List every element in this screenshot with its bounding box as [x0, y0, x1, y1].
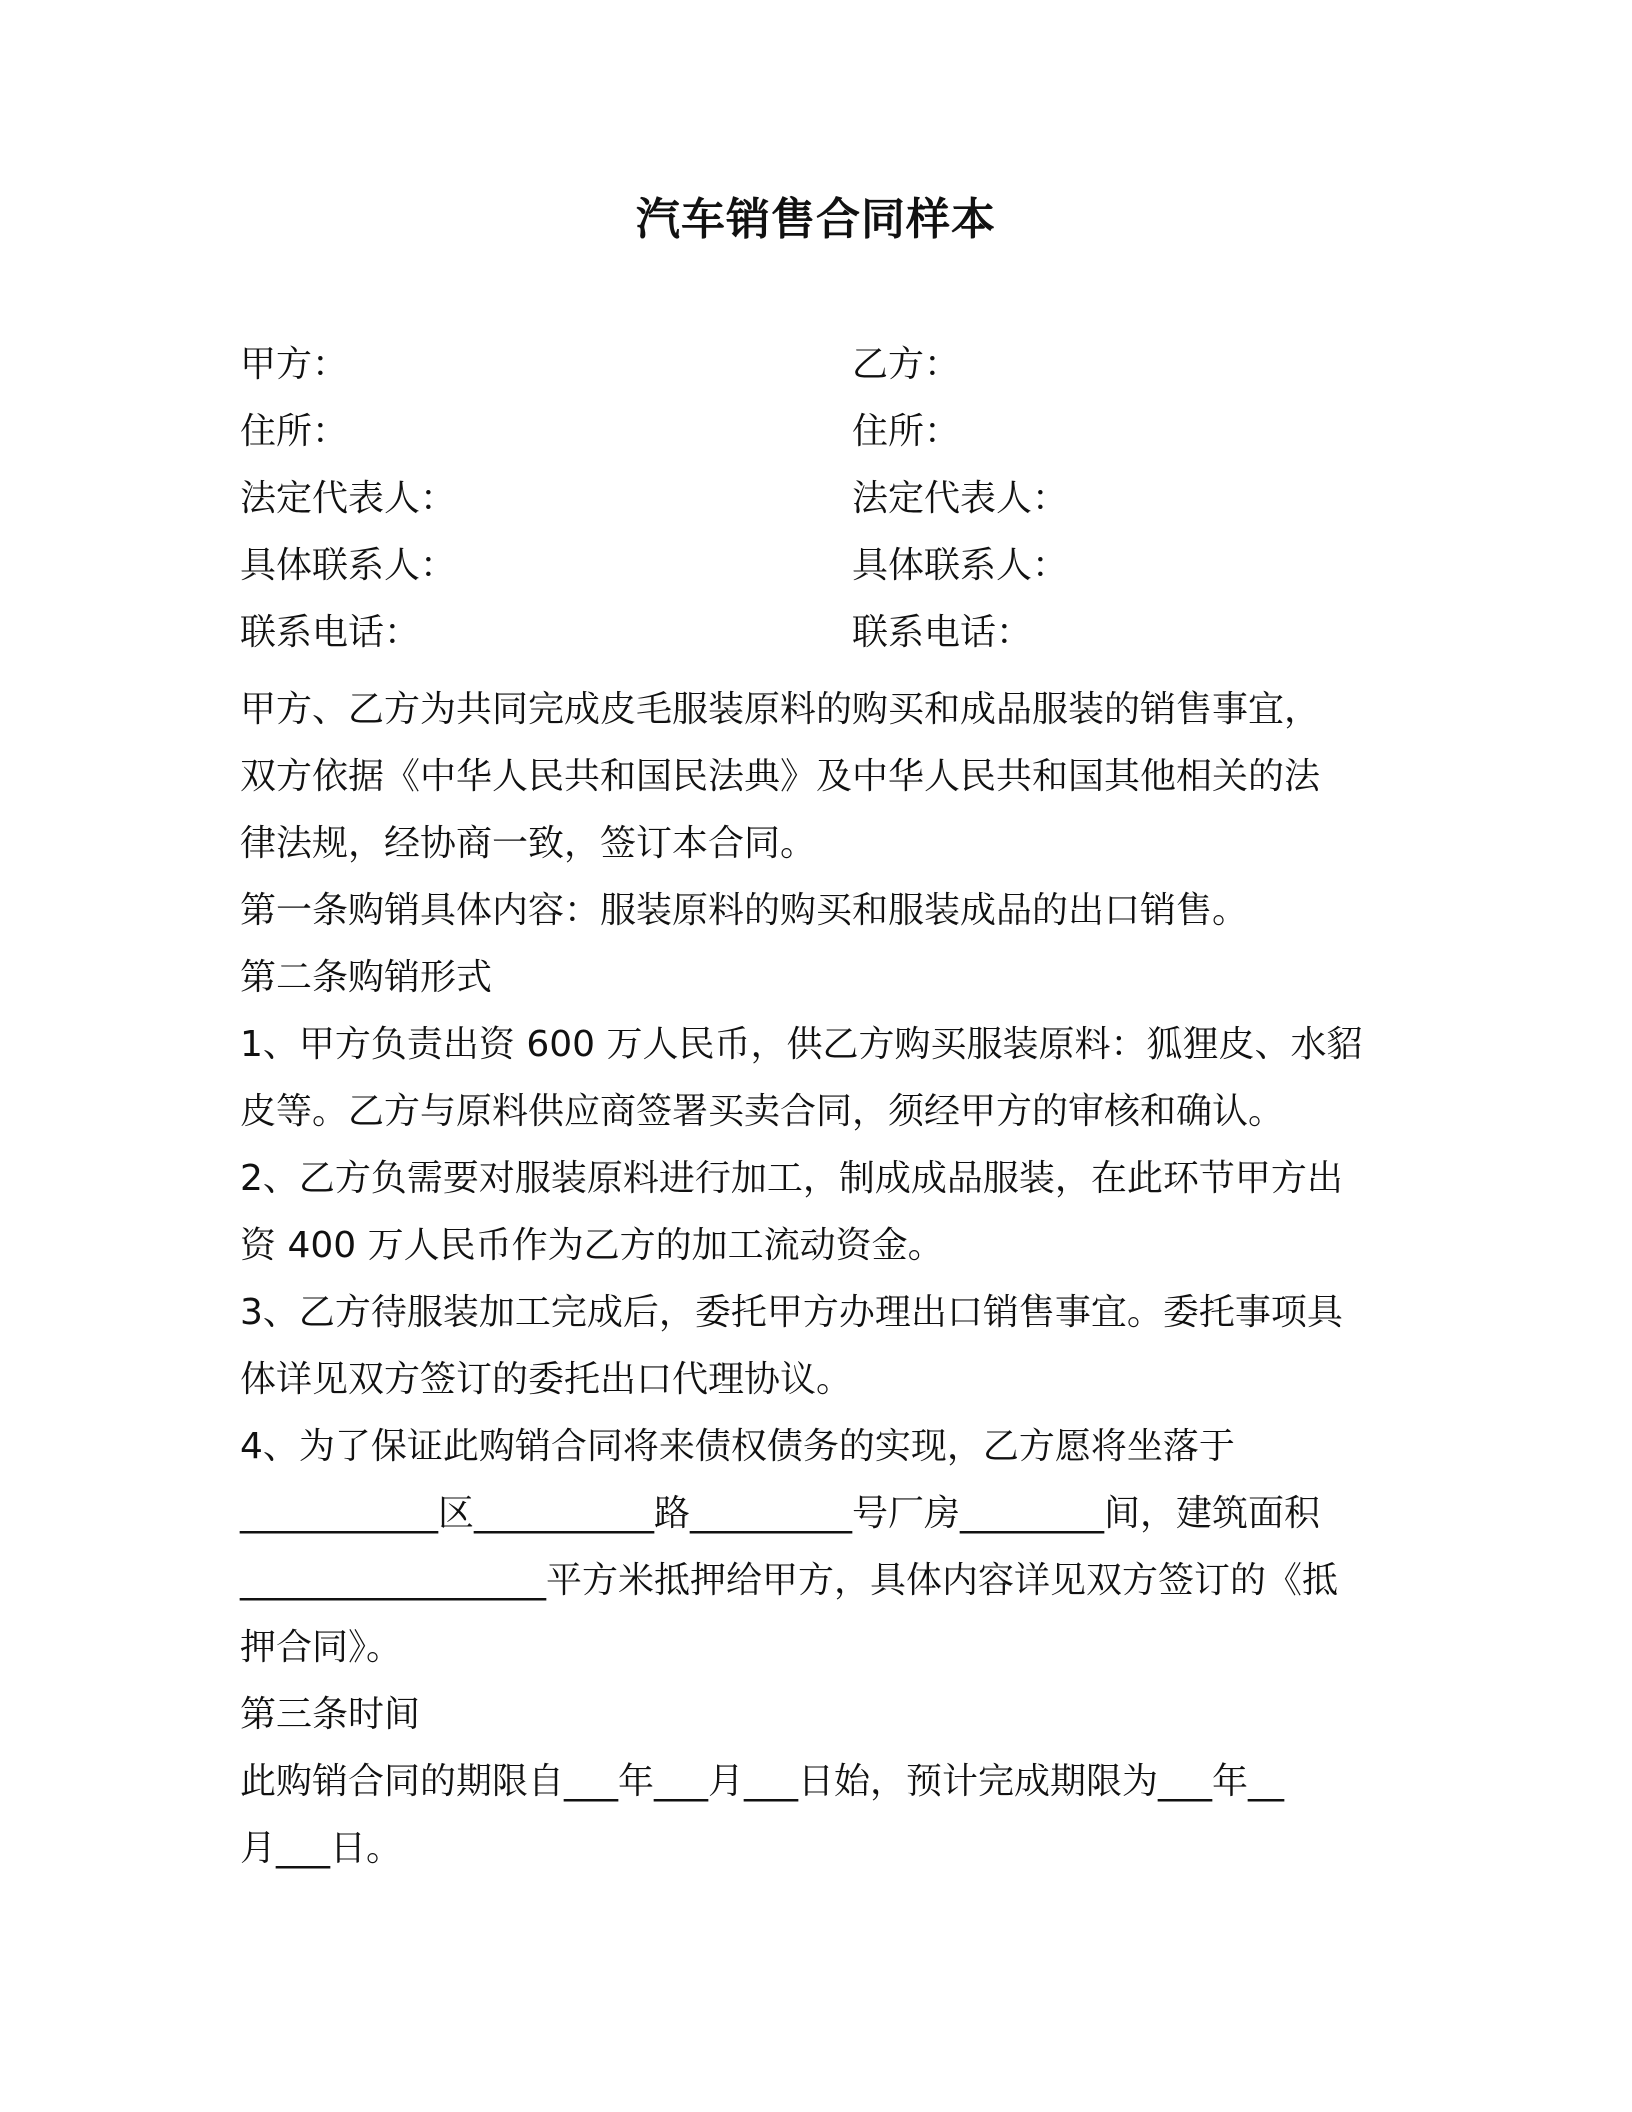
party-row-legal-rep	[240, 474, 1400, 541]
party-info-block	[240, 340, 1400, 675]
contract-body	[240, 676, 1410, 1882]
fill-in-line: _________________平方米抵押给甲方，具体内容详见双方签订的《抵	[240, 1560, 1339, 1601]
document-title: 汽车销售合同样本	[636, 194, 996, 245]
body-line: 律法规，经协商一致，签订本合同。	[240, 823, 817, 864]
body-line: 2、乙方负需要对服装原料进行加工，制成成品服装，在此环节甲方出	[240, 1158, 1343, 1199]
body-line: 1、甲方负责出资 600 万人民币，供乙方购买服装原料：狐狸皮、水貂	[240, 1024, 1363, 1065]
party-a-phone-label: 联系电话：	[240, 612, 421, 653]
body-line: 资 400 万人民币作为乙方的加工流动资金。	[240, 1225, 944, 1266]
party-a-address-label: 住所：	[240, 411, 349, 452]
fill-in-line: 月___日。	[240, 1828, 403, 1869]
party-a-contact-label: 具体联系人：	[240, 545, 457, 586]
body-line: 押合同》。	[240, 1627, 403, 1668]
party-row-phone	[240, 608, 1400, 675]
article-2-heading: 第二条购销形式	[240, 957, 493, 998]
party-b-address-label: 住所：	[852, 411, 961, 452]
fill-in-line: 此购销合同的期限自___年___月___日始，预计完成期限为___年__	[240, 1761, 1285, 1802]
party-b-label: 乙方：	[852, 344, 961, 385]
body-line: 甲方、乙方为共同完成皮毛服装原料的购买和成品服装的销售事宜，	[240, 689, 1321, 730]
party-row-address	[240, 407, 1400, 474]
party-row-contact	[240, 541, 1400, 608]
party-a-label: 甲方：	[240, 344, 349, 385]
party-row-party	[240, 340, 1400, 407]
article-1-line: 第一条购销具体内容：服装原料的购买和服装成品的出口销售。	[240, 890, 1249, 931]
body-line: 体详见双方签订的委托出口代理协议。	[240, 1359, 853, 1400]
article-3-heading: 第三条时间	[240, 1694, 421, 1735]
party-b-legal-rep-label: 法定代表人：	[852, 478, 1069, 519]
body-line: 双方依据《中华人民共和国民法典》及中华人民共和国其他相关的法	[240, 756, 1321, 797]
party-b-phone-label: 联系电话：	[852, 612, 1033, 653]
body-line: 4、为了保证此购销合同将来债权债务的实现，乙方愿将坐落于	[240, 1426, 1235, 1467]
party-a-legal-rep-label: 法定代表人：	[240, 478, 457, 519]
party-b-contact-label: 具体联系人：	[852, 545, 1069, 586]
fill-in-line: ___________区__________路_________号厂房________间，建筑面积	[240, 1493, 1321, 1534]
body-line: 皮等。乙方与原料供应商签署买卖合同，须经甲方的审核和确认。	[240, 1091, 1285, 1132]
body-line: 3、乙方待服装加工完成后，委托甲方办理出口销售事宜。委托事项具	[240, 1292, 1343, 1333]
